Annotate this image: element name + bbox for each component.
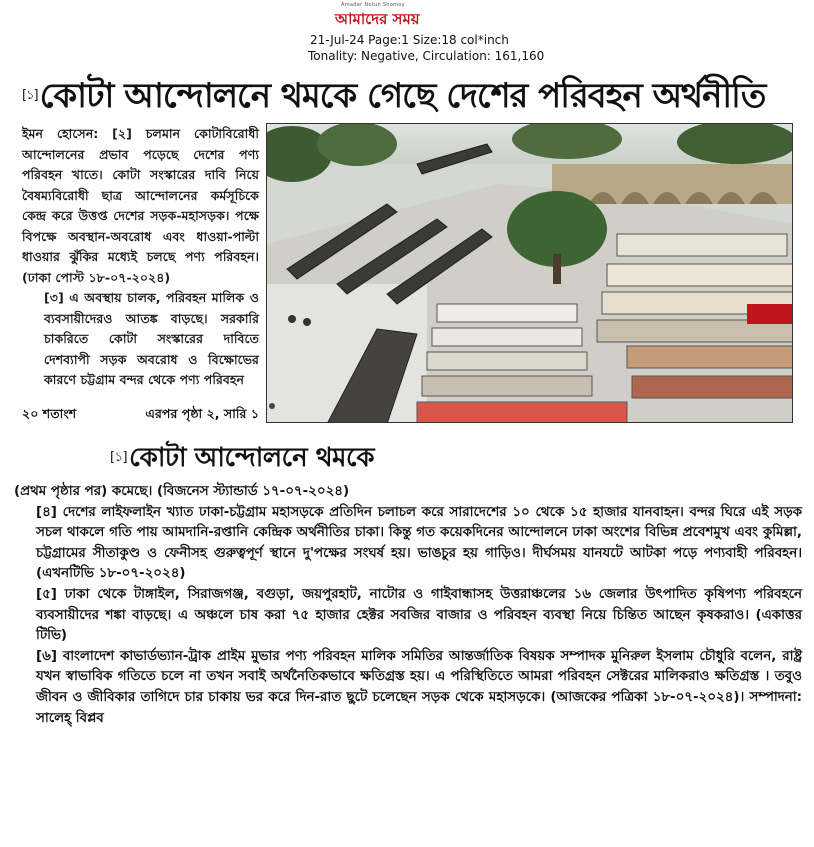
newspaper-logo: আমাদের সময় <box>335 10 420 28</box>
headline-ref: [১] <box>22 88 38 103</box>
masthead-tagline: Amader Notun Shomoy <box>341 2 405 8</box>
story-paragraph: ইমন হোসেন: [২] চলমান কোটাবিরোধী আন্দোলনের প্রভাব পড়েছে দেশের পণ্য পরিবহন খাতে। কোটা সংস্কারের দাবি নিয়ে বৈষম্যবিরোধী ছাত্র আন্দোলনের কর্মসূচিকে কেন্দ্র করে উত্তপ্ত দেশের সড়ক-মহাসড়ক। পক্ষে বিপক্ষে অবস্থান-অবরোধ এবং ধাওয়া-পাল্টা ধাওয়ার ঝুঁকির মধ্যেই চলছে পণ্য পরিবহন। (ঢাকা পোস্ট ১৮-০৭-২০২৪) <box>22 126 259 285</box>
bus-terminal-photo <box>266 123 793 423</box>
story-column-2 <box>14 482 802 729</box>
newspaper-masthead <box>335 2 480 32</box>
story-paragraph: [৩] এ অবস্থায় চালক, পরিবহন মালিক ও ব্যবসায়ীদেরও আতঙ্ক বাড়ছে। সরকারি চাকরিতে কোটা সংস্কারের দাবিতে দেশব্যাপী সড়ক অবরোধ ও বিক্ষোভের কারণে চট্টগ্রাম বন্দর থেকে পণ্য পরিবহন <box>44 290 259 387</box>
story-paragraph: [৪] দেশের লাইফলাইন খ্যাত ঢাকা-চট্টগ্রাম মহাসড়কে প্রতিদিন চলাচল করে সারাদেশের ১০ থেকে ১৫ হাজার যানবাহন। বন্দর ঘিরে এই সড়ক সচল থাকলে গতি পায় আমদানি-রপ্তানি কেন্দ্রিক অর্থনীতির চাকা। কিন্তু গত কয়েকদিনের আন্দোলনে ঢাকা অংশের বিভিন্ন প্রবেশমুখ এবং কুমিল্লা, চট্টগ্রামের সীতাকুণ্ড ও ফেনীসহ গুরুত্বপূর্ণ স্থানে দু'পক্ষের সংঘর্ষ হয়। ভাঙচুর হয় গাড়িও। দীর্ঘসময় যানযটে আটকা পড়ে পণ্যবাহী পরিবহন। (এখনটিভি ১৮-০৭-২০২৪) <box>36 504 802 582</box>
story-column-1 <box>22 124 259 391</box>
continued-note: এরপর পৃষ্ঠা ২, সারি ১ <box>145 406 259 421</box>
clip-meta-date: 21-Jul-24 Page:1 Size:18 col*inch <box>310 33 509 47</box>
story-paragraph-end: ২০ শতাংশ <box>22 406 77 421</box>
continuation-headline <box>110 440 374 476</box>
continued-line <box>22 404 259 424</box>
headline-text: কোটা আন্দোলনে থমকে গেছে দেশের পরিবহন অর্থনীতি <box>39 76 766 116</box>
clip-meta-tonality: Tonality: Negative, Circulation: 161,160 <box>308 49 545 63</box>
subhead-ref: [১] <box>110 450 128 465</box>
subhead-text: কোটা আন্দোলনে থমকে <box>129 443 375 473</box>
story-paragraph: [৬] বাংলাদেশ কাভার্ডভ্যান-ট্রাক প্রাইম মুভার পণ্য পরিবহন মালিক সমিতির আন্তর্জাতিক বিষয়ক সম্পাদক মুনিরুল ইসলাম চৌধুরি বলেন, রাষ্ট্র যখন স্বাভাবিক গতিতে চলে না তখন সবাই অর্থনৈতিকভাবে ক্ষতিগ্রস্ত হয়। এ পরিস্থিতিতে আমরা পরিবহন সেক্টরের মালিকরাও ক্ষতিগ্রস্ত । তবুও জীবন ও জীবিকার তাগিদে চার চাকায় ভর করে দিন-রাত ছুটে চলেছেন সড়ক থেকে মহাসড়কে। (আজকের পত্রিকা ১৮-০৭-২০২৪)। সম্পাদনা: সালেহ্ বিপ্লব <box>36 648 802 726</box>
story-paragraph: (প্রথম পৃষ্ঠার পর) কমেছে। (বিজনেস স্ট্যান্ডার্ড ১৭-০৭-২০২৪) <box>14 484 350 499</box>
story-paragraph: [৫] ঢাকা থেকে টাঙ্গাইল, সিরাজগঞ্জ, বগুড়া, জয়পুরহাট, নাটোর ও গাইবান্ধাসহ উত্তরাঞ্চলের ১৬ জেলার উৎপাদিত কৃষিপণ্য পরিবহনে ব্যবসায়ীদের শঙ্কা বাড়ছে। এ অঞ্চলে চাষ করা ৭৫ হাজার হেক্টর সবজির বাজার ও পরিবহন ব্যবস্থা নিয়ে চিন্তিত আছেন কৃষকরাও। (একাত্তর টিভি) <box>36 586 802 644</box>
main-headline <box>22 74 765 118</box>
photo-image <box>267 124 793 423</box>
